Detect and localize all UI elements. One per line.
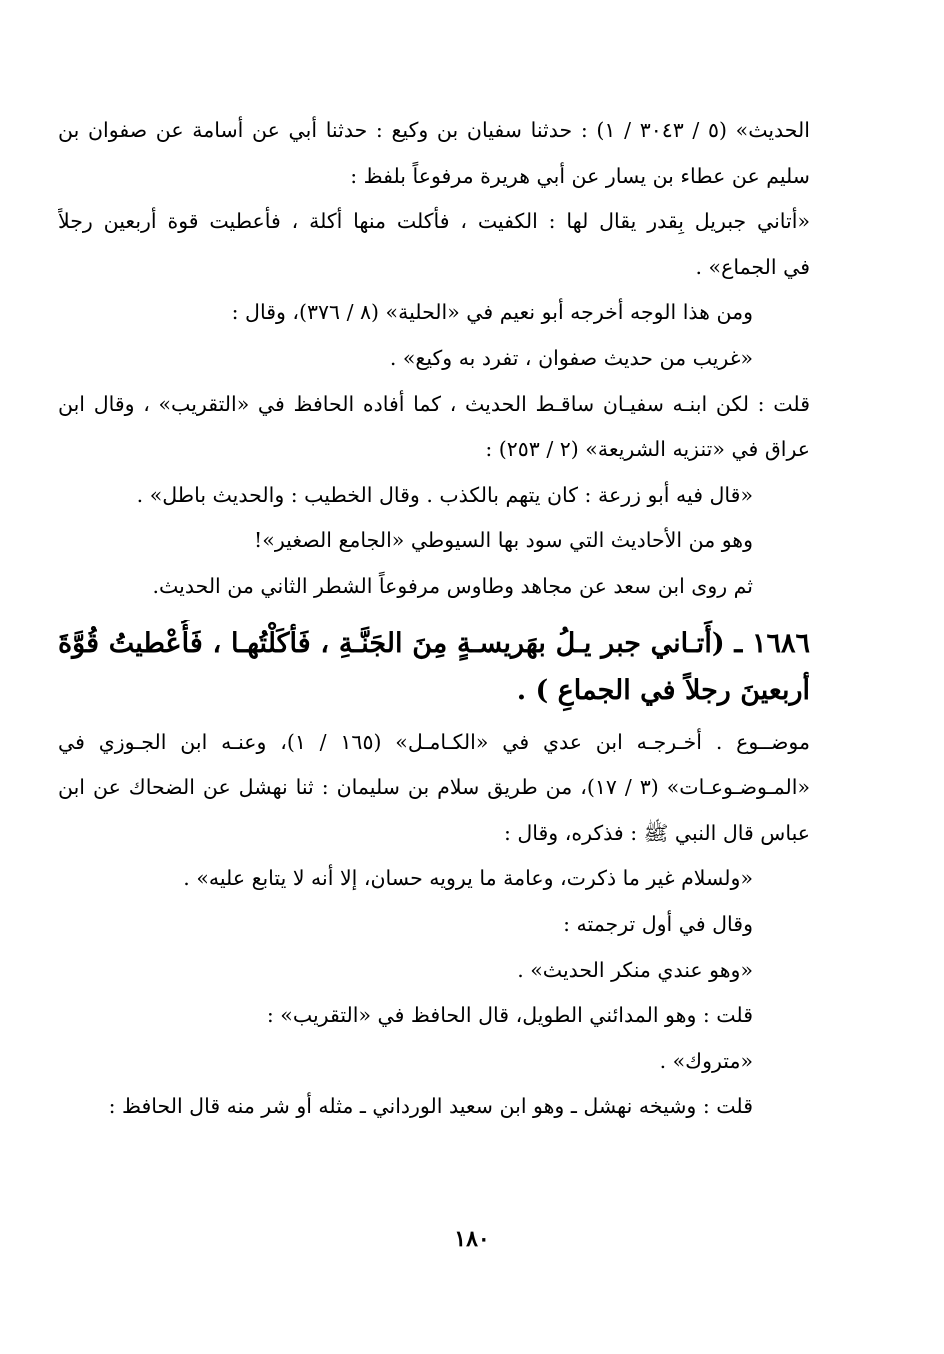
text-line: وقال في أول ترجمته : (563, 911, 753, 936)
text-line: قلت : لكن ابنـه سفيـان ساقـط الحديث ، كما أفاده الحافظ في «التقريب» ، وقال ابن (58, 391, 810, 416)
text-line: موضــوع . أخـرجـه ابن عدي في «الكـامـل» (١٦٥ / ١)، وعنـه ابن الجـوزي في (58, 729, 810, 754)
text-line: «قال فيه أبو زرعة : كان يتهم بالكذب . وقال الخطيب : والحديث باطل» . (136, 482, 753, 507)
text-line: «المـوضـوعـات» (٣ / ١٧)، من طريق سلام بن سليمان : ثنا نهشل عن الضحاك عن ابن (58, 775, 810, 800)
hadith-heading (58, 620, 810, 714)
text-line: «ولسلام غير ما ذكرت، وعامة ما يرويه حسان، إلا أنه لا يتابع عليه» . (183, 866, 753, 891)
text-line: «متروك» . (659, 1048, 753, 1073)
text-line: سليم عن عطاء بن يسار عن أبي هريرة مرفوعاً بلفظ : (350, 163, 810, 188)
text-line: «أتاني جبريل بِقدر يقال لها : الكفيت ، فأكلت منها أكلة ، فأعطيت قوة أربعين رجلاً (58, 209, 810, 234)
text-line: «وهو عندي منكر الحديث» . (517, 957, 753, 982)
text-line: في الجماع» . (695, 254, 810, 279)
text-line: قلت : وشيخه نهشل ـ وهو ابن سعيد الورداني ـ مثله أو شر منه قال الحافظ : (108, 1094, 753, 1119)
text-line: وهو من الأحاديث التي سود بها السيوطي «الجامع الصغير»! (254, 528, 753, 553)
text-line: قلت : وهو المدائني الطويل، قال الحافظ في «التقريب» : (266, 1003, 753, 1028)
text-line: ثم روى ابن سعد عن مجاهد وطاوس مرفوعاً الشطر الثاني من الحديث. (152, 573, 753, 598)
text-line: الحديث» (٥ / ٣٠٤٣ / ١) : حدثنا سفيان بن وكيع : حدثنا أبي عن أسامة عن صفوان بن (58, 118, 810, 142)
page-number: ١٨٠ (454, 1226, 490, 1252)
heading-line: أربعينَ رجلاً في الجماعِ ) . (516, 674, 810, 706)
text-line: ومن هذا الوجه أخرجه أبو نعيم في «الحلية» (٨ / ٣٧٦)، وقال : (231, 300, 753, 325)
page-body (58, 108, 810, 1130)
heading-line: ١٦٨٦ ـ (أَتـاني جبر يـلُ بهَريسـةٍ مِنَ الجَنَّـةِ ، فَأكَلْتُهـا ، فَأُعْطيتُ قُوَّةَ (58, 627, 810, 659)
text-line: «غريب من حديث صفوان ، تفرد به وكيع» . (389, 345, 753, 370)
text-line: عراق في «تنزيه الشريعة» (٢ / ٢٥٣) : (485, 437, 810, 462)
text-line: عباس قال النبي ﷺ : فذكره، وقال : (503, 820, 810, 845)
